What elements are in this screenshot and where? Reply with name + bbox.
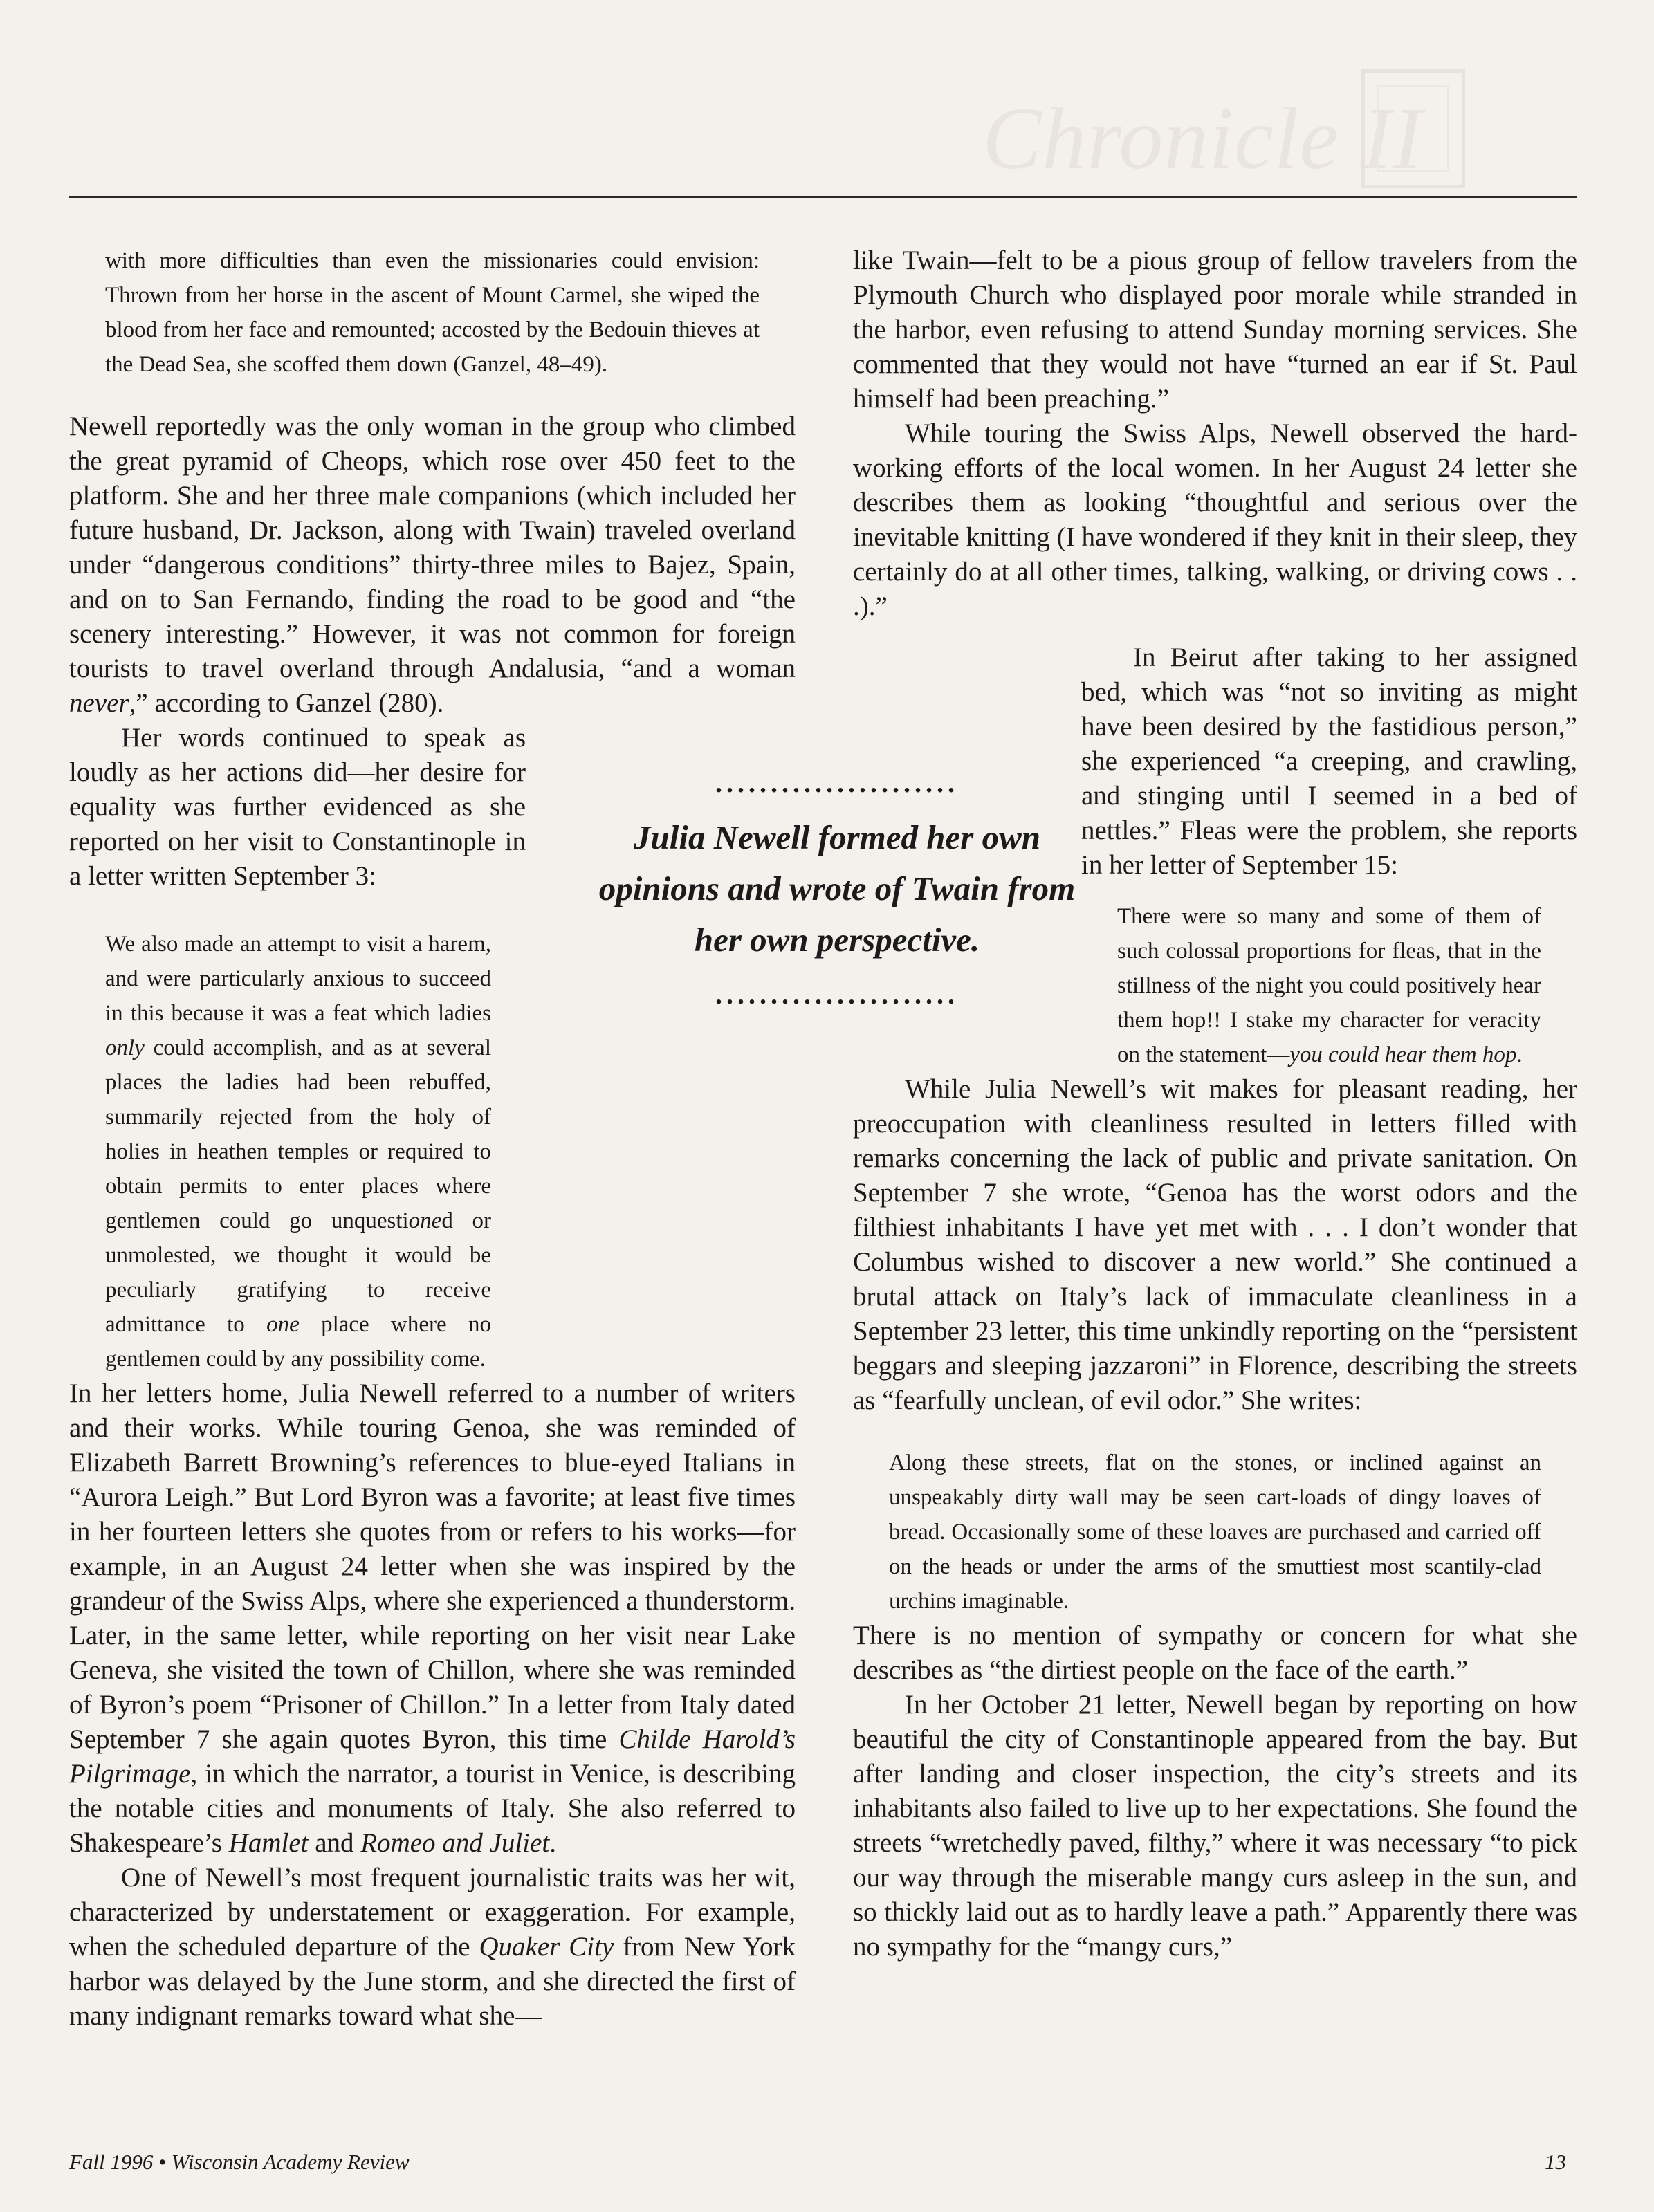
header-seal-icon — [1361, 69, 1465, 188]
block-quote-streets: Along these streets, flat on the stones, or inclined against an unspeakably dirty wall may be seen cart-loads of dingy loaves of bread. Occasionally some of these loaves are purchased and carried off on the heads or under the arms of the smuttiest most scantily-clad urchins imaginable. — [889, 1450, 1541, 1614]
paragraph-sympathy: There is no mention of sympathy or concern for what she describes as “the dirtiest people on the face of the earth.” — [853, 1621, 1577, 1685]
right-column — [853, 243, 1577, 1964]
paragraph-swiss-alps: While touring the Swiss Alps, Newell observed the hard-working efforts of the local women. In her August 24 letter she describes them as looking “thoughtful and serious over the inevitable knitting (I have wondered if they knit in their sleep, they certainly do at all other times, talking, walking, or driving cows . . .).” — [853, 418, 1577, 621]
paragraph-writers: In her letters home, Julia Newell referred to a number of writers and their works. While touring Genoa, she was reminded of Elizabeth Barrett Browning’s references to blue-eyed Italians in “Aurora Leigh.” But Lord Byron was a favorite; at least five times in her fourteen letters she quotes from or refers to his works—for example, in an August 24 letter when she was inspired by the grandeur of the Swiss Alps, where she experienced a thunderstorm. Later, in the same letter, while reporting on her visit near Lake Geneva, she visited the town of Chillon, where she was reminded of Byron’s poem “Prisoner of Chillon.” In a letter from Italy dated September 7 she again quotes Byron, this time Childe Harold’s Pilgrimage, in which the narrator, a tourist in Venice, is describing the notable cities and monuments of Italy. She also referred to Shakespeare’s Hamlet and Romeo and Juliet. — [69, 1379, 796, 1858]
paragraph-plymouth: like Twain—felt to be a pious group of fellow travelers from the Plymouth Church who displayed poor morale while stranded in the harbor, even refusing to attend Sunday morning services. She commented that they would not have “turned an ear if St. Paul himself had been preaching.” — [853, 246, 1577, 414]
paragraph-equality: Her words continued to speak as loudly as her actions did—her desire for equality was further evidenced as she reported on her visit to Constantinople in a letter written September 3: — [69, 723, 526, 891]
paragraph-constantinople: In her October 21 letter, Newell began by reporting on how beautiful the city of Constantinople appeared from the bay. But after landing and closer inspection, the city’s streets and its inhabitants also failed to live up to her expectations. She found the streets “wretchedly paved, filthy,” where it was necessary “to pick our way through the miserable mangy curs asleep in the sun, and so thickly laid out as to hardly leave a path.” Apparently there was no sympathy for the “mangy curs,” — [853, 1690, 1577, 1962]
footer-issue: Fall 1996 • Wisconsin Academy Review — [69, 2150, 410, 2174]
running-title: Chronicle II — [982, 89, 1423, 187]
pull-quote-dots-bottom: ...................... — [715, 979, 959, 1010]
paragraph-pyramid: Newell reportedly was the only woman in the group who climbed the great pyramid of Cheops, which rose over 450 feet to the platform. She and her three male companions (which included her future husband, Dr. Jackson, along with Twain) traveled overland under “dangerous conditions” thirty-three miles to Bajez, Spain, and on to San Fernando, finding the road to be good and “the scenery interesting.” However, it was not common for foreign tourists to travel overland through Andalusia, “and a woman never,” according to Ganzel (280). — [69, 412, 796, 718]
paragraph-wit: One of Newell’s most frequent journalistic traits was her wit, characterized by understatement or exaggeration. For example, when the scheduled departure of the Quaker City from New York harbor was delayed by the June storm, and she directed the first of many indignant remarks toward what she— — [69, 1863, 796, 2031]
page-number: 13 — [1545, 2150, 1566, 2174]
pull-quote-dots-top: ...................... — [715, 767, 959, 798]
block-quote-ganzel: with more difficulties than even the missionaries could envision: Thrown from her horse in the ascent of Mount Carmel, she wiped the blood from her face and remounted; accosted by the Bedouin thieves at the Dead Sea, she scoffed them down (Ganzel, 48–49). — [105, 248, 760, 377]
block-quote-fleas: There were so many and some of them of such colossal proportions for fleas, that in the stillness of the night you could positively hear them hop!! I stake my character for veracity on the statement—you could hear them hop. — [1117, 904, 1541, 1067]
pull-quote-text: Julia Newell formed her own opinions and wrote of Twain from her own perspective. — [598, 818, 1076, 959]
left-column — [69, 243, 796, 2034]
block-quote-harem: We also made an attempt to visit a harem, and were particularly anxious to succeed in this because it was a feat which ladies only could accomplish, and as at several places the ladies had been rebuffed, summarily rejected from the holy of holies in heathen temples or required to obtain permits to enter places where gentlemen could go unquestioned or unmolested, we thought it would be peculiarly gratifying to receive admittance to one place where no gentlemen could by any possibility come. — [105, 932, 491, 1372]
paragraph-cleanliness-start: While Julia Newell’s wit makes for pleasant reading, her preoccupation with cleanliness resulted in letters filled with remarks concerning the lack of public and private sanitation. On September 7 she wrote, “Genoa has the worst odors and the filthiest inhabitants I have yet met with . . . I don’t wonder that Columbus wished to discover a new world.” She continued a brutal attack on Italy’s lack of immaculate cleanliness in a September 23 letter, this time unkindly reporting on the “persistent beggars and sleeping jazzaroni” in Florence, describing the streets as “fearfully unclean, of evil odor.” She writes: — [853, 1074, 1577, 1415]
header-rule — [69, 196, 1577, 198]
paragraph-beirut: In Beirut after taking to her assigned bed, which was “not so inviting as might have been desired by the fastidious person,” she experienced “a creeping, and crawling, and stinging until I seemed in a bed of nettles.” Fleas were the problem, she reports in her letter of September 15: — [1081, 643, 1577, 880]
